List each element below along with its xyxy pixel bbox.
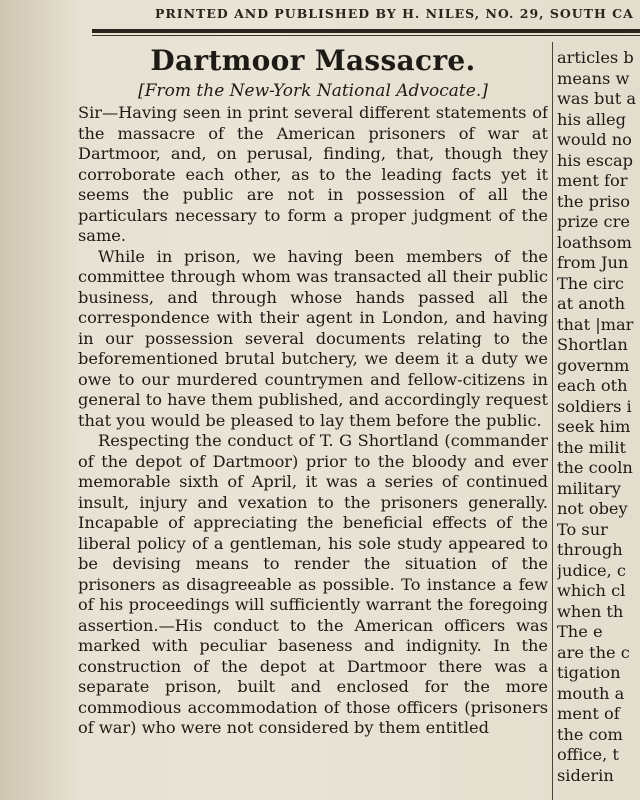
column-fragment: are the c	[557, 642, 630, 662]
column-fragment: military	[557, 478, 621, 498]
column-fragment: means w	[557, 68, 630, 88]
column-fragment: office, t	[557, 745, 619, 764]
column-fragment: mouth a	[557, 683, 625, 703]
column-fragment: ment for	[557, 171, 628, 190]
article-title: Dartmoor Massacre.	[150, 44, 476, 77]
column-fragment: siderin	[557, 765, 614, 785]
column-fragment: tigation	[557, 663, 621, 682]
column-fragment: The e	[557, 622, 603, 641]
column-fragment: each oth	[557, 376, 628, 395]
column-fragment: seek him	[557, 417, 631, 436]
column-fragment: the cooln	[557, 458, 633, 477]
header-rule-thick	[92, 29, 640, 33]
column-fragment: prize cre	[557, 212, 630, 231]
column-fragment: that |mar	[557, 314, 634, 334]
column-fragment: soldiers i	[557, 396, 632, 416]
column-fragment: judice, c	[557, 560, 626, 580]
column-fragment: at anoth	[557, 294, 626, 313]
column-fragment: Shortlan	[557, 335, 628, 354]
header-rule-thin	[92, 35, 640, 36]
column-fragment: the milit	[557, 437, 627, 457]
column-fragment: was but a	[557, 89, 637, 108]
adjacent-column	[557, 48, 640, 800]
column-fragment: his alleg	[557, 109, 627, 129]
column-fragment: his escap	[557, 150, 634, 170]
column-fragment: loathsom	[557, 232, 632, 252]
column-fragment: ment of	[557, 704, 620, 723]
column-fragment: To sur	[557, 519, 608, 539]
masthead-line: PRINTED AND PUBLISHED BY H. NILES, NO. 29, SOUTH CA	[155, 6, 634, 21]
article-source: [From the New-York National Advocate.]	[138, 81, 488, 101]
column-fragment: not obey	[557, 499, 628, 518]
article-paragraph: While in prison, we having been members of the committee through whom was transacted all their public business, and through whose hands passed all the correspondence with their agent in London, and having in our possession several documents relating to the beforementioned brutal butchery, we deem it a duty we owe to our murdered countrymen and fellow-citizens in general to have them published, and accordingly request that you would be pleased to lay them before the public.	[78, 246, 548, 430]
column-fragment: through	[557, 540, 623, 559]
article-column	[78, 40, 548, 800]
column-fragment: The circ	[557, 273, 624, 293]
page-binding-margin	[0, 0, 78, 800]
column-fragment: the priso	[557, 191, 630, 211]
column-fragment: would no	[557, 130, 632, 149]
column-fragment: governm	[557, 355, 630, 375]
column-fragment: when th	[557, 601, 624, 621]
article-paragraph: Sir—Having seen in print several different statements of the massacre of the American prisoners of war at Dartmoor, and, on perusal, finding, that, though they corroborate each other, as to the leading facts yet it seems the public are not in possession of all the particulars necessary to form a proper judgment of the same.	[78, 103, 548, 245]
column-fragment: from Jun	[557, 253, 629, 272]
column-divider	[552, 42, 553, 800]
column-fragment: the com	[557, 724, 623, 744]
article-paragraph: Respecting the conduct of T. G Shortland (commander of the depot of Dartmoor) prior to the bloody and ever memorable sixth of April, it was a series of continued insult, injury and vexation to the prisoners generally. Incapable of appreciating the beneficial effects of the liberal policy of a gentleman, his sole study appeared to be devising means to render the situation of the prisoners as disagreeable as possible. To instance a few of his proceedings will sufficiently warrant the foregoing assertion.—His conduct to the American officers was marked with peculiar baseness and indignity. In the construction of the depot at Dartmoor there was a separate prison, built and enclosed for the more commodious accommodation of those officers (prisoners of war) who were not considered by them entitled	[78, 431, 548, 737]
column-fragment: articles b	[557, 48, 634, 67]
column-fragment: which cl	[557, 581, 626, 600]
